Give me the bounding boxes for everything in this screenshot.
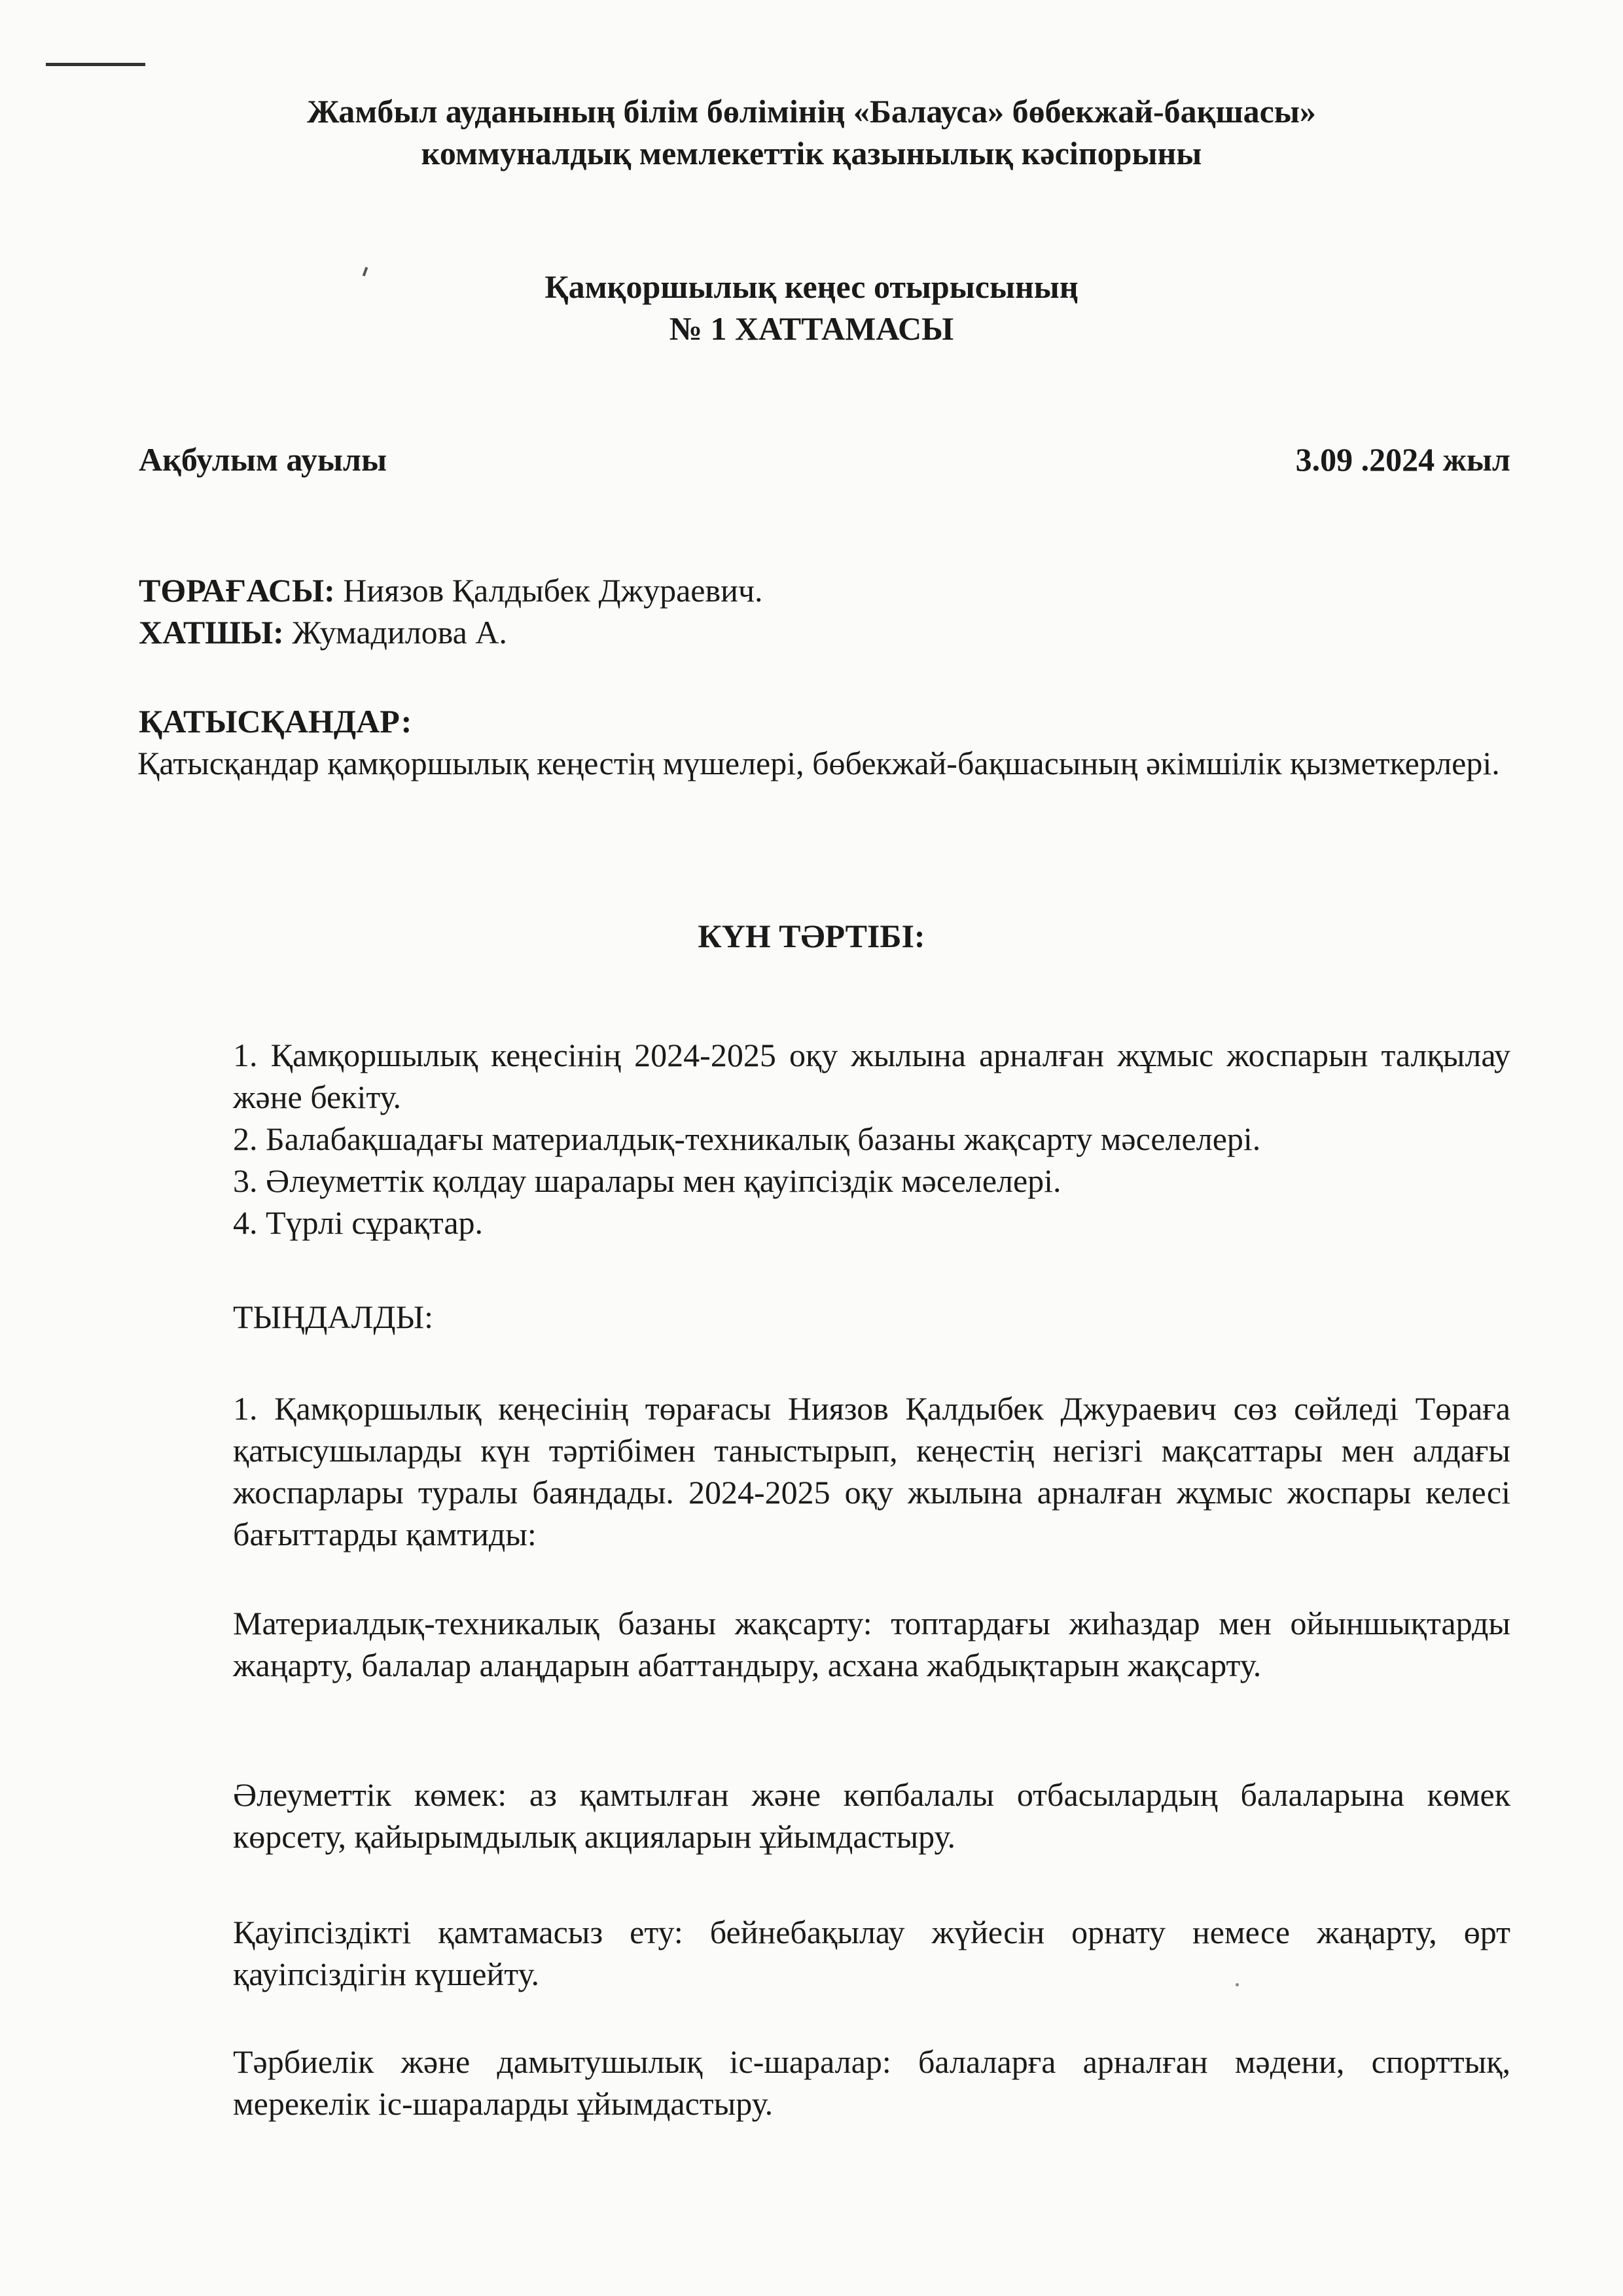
direction-material: Материалдық-техникалық базаны жақсарту: топтардағы жиһаздар мен ойыншықтарды жаңарту, балалар алаңдарын абаттандыру, асхана жабдықтарын жақсарту. [233,1605,1510,1683]
secretary-label: ХАТШЫ: [139,614,284,651]
direction-education: Тәрбиелік және дамытушылық іс-шаралар: балаларға арналған мәдени, спорттық, мерекелік іс-шараларды ұйымдастыру. [233,2043,1510,2122]
heard-intro: 1. Қамқоршылық кеңесінің төрағасы Ниязов Қалдыбек Джураевич сөз сөйледі Төраға қатысушыларды күн тәртібімен таныстырып, кеңестің негізгі мақсаттары мен алдағы жоспарлары туралы баяндады. 2024-2025 оқу жылына арналған жұмыс жоспары келесі бағыттарды қамтиды: [233,1390,1510,1552]
heard-label: ТЫҢДАЛДЫ: [233,1299,433,1335]
agenda-heading: КҮН ТӘРТІБІ: [698,918,925,954]
agenda-item: 2. Балабақшадағы материалдық-техникалық базаны жақсарту мәселелері. [233,1121,1261,1157]
agenda-item: 1. Қамқоршылық кеңесінің 2024-2025 оқу жылына арналған жұмыс жоспарын талқылау және бекіту. [233,1037,1510,1115]
direction-safety: Қауіпсіздікті қамтамасыз ету: бейнебақылау жүйесін орнату немесе жаңарту, өрт қауіпсіздігін күшейту. [233,1914,1510,1992]
attendees-text: Қатысқандар қамқоршылық кеңестің мүшелері, бөбекжай-бақшасының әкімшілік қызметкерлері. [137,745,1500,781]
agenda-item: 3. Әлеуметтік қолдау шаралары мен қауіпсіздік мәселелері. [233,1162,1061,1199]
scan-corner-mark [46,63,145,66]
chair-name: Ниязов Қалдыбек Джураевич. [343,572,763,609]
direction-social: Әлеуметтік көмек: аз қамтылған және көпбалалы отбасылардың балаларына көмек көрсету, қайырымдылық акцияларын ұйымдастыру. [233,1776,1510,1855]
org-name-line1: Жамбыл ауданының білім бөлімінің «Балауса» бөбекжай-бақшасы» [307,93,1316,130]
org-name-line2: коммуналдық мемлекеттік қазынылық кәсіпорыны [421,135,1202,171]
agenda-item: 4. Түрлі сұрақтар. [233,1204,484,1241]
protocol-title-line1: Қамқоршылық кеңес отырысының [544,268,1079,305]
meeting-place: Ақбулым ауылы [139,441,387,478]
protocol-title-line2: № 1 ХАТТАМАСЫ [669,310,954,347]
agenda-list [233,1034,1510,1244]
attendees-label: ҚАТЫСҚАНДАР: [139,703,412,740]
meeting-date: 3.09 .2024 жыл [1295,441,1510,478]
chair-line [139,569,763,611]
secretary-line [139,611,507,653]
secretary-name: Жумадилова А. [292,614,507,651]
chair-label: ТӨРАҒАСЫ: [139,572,335,609]
